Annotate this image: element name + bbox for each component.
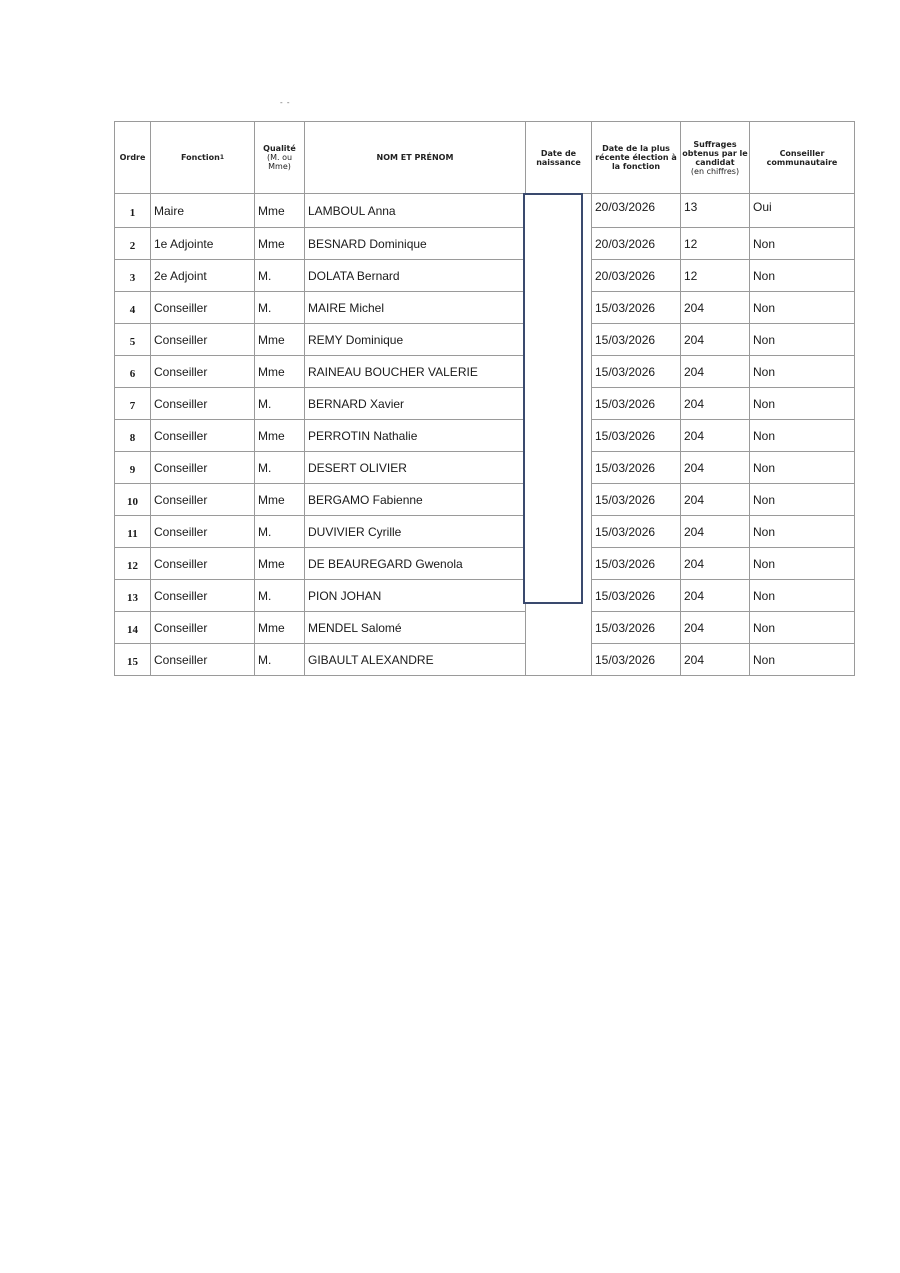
table-row — [115, 260, 855, 292]
col-header-election: Date de la plus récente élection à la fonction — [592, 122, 681, 194]
cell-conseiller: Non — [750, 292, 855, 324]
cell-nom: BERGAMO Fabienne — [305, 484, 526, 516]
cell-nom: MAIRE Michel — [305, 292, 526, 324]
cell-nom: BESNARD Dominique — [305, 228, 526, 260]
cell-date-election: 15/03/2026 — [592, 324, 681, 356]
cell-nom: DUVIVIER Cyrille — [305, 516, 526, 548]
table-row — [115, 580, 855, 612]
table-row — [115, 516, 855, 548]
cell-suffrages: 204 — [681, 548, 750, 580]
cell-suffrages: 204 — [681, 420, 750, 452]
cell-fonction: 1e Adjointe — [151, 228, 255, 260]
cell-conseiller: Non — [750, 580, 855, 612]
col-header-suffrages-sub: (en chiffres) — [690, 166, 740, 176]
cell-nom: DE BEAUREGARD Gwenola — [305, 548, 526, 580]
elected-officials-table-container — [114, 121, 854, 676]
cell-qualite: Mme — [255, 612, 305, 644]
cell-nom: PION JOHAN — [305, 580, 526, 612]
cell-fonction: Conseiller — [151, 548, 255, 580]
cell-fonction: Conseiller — [151, 420, 255, 452]
col-header-conseiller: Conseiller communautaire — [750, 122, 855, 194]
table-row — [115, 194, 855, 228]
cell-date-election: 20/03/2026 — [592, 228, 681, 260]
cell-qualite: M. — [255, 516, 305, 548]
cell-ordre: 11 — [115, 516, 151, 548]
cell-ordre: 15 — [115, 644, 151, 676]
cell-qualite: M. — [255, 452, 305, 484]
cell-ordre: 2 — [115, 228, 151, 260]
table-row — [115, 228, 855, 260]
cell-suffrages: 204 — [681, 324, 750, 356]
cell-date-election: 20/03/2026 — [592, 260, 681, 292]
col-header-nom: NOM ET PRÉNOM — [305, 122, 526, 194]
cell-qualite: M. — [255, 580, 305, 612]
cell-suffrages: 12 — [681, 260, 750, 292]
cell-conseiller: Non — [750, 452, 855, 484]
cell-date-election: 15/03/2026 — [592, 484, 681, 516]
cell-suffrages: 204 — [681, 388, 750, 420]
cell-fonction: 2e Adjoint — [151, 260, 255, 292]
col-header-fonction — [151, 122, 255, 194]
cell-suffrages: 204 — [681, 292, 750, 324]
cell-date-election: 15/03/2026 — [592, 580, 681, 612]
cell-nom: PERROTIN Nathalie — [305, 420, 526, 452]
cell-conseiller: Non — [750, 356, 855, 388]
cell-qualite: Mme — [255, 228, 305, 260]
table-row — [115, 292, 855, 324]
cell-nom: REMY Dominique — [305, 324, 526, 356]
cell-ordre: 3 — [115, 260, 151, 292]
cell-qualite: M. — [255, 644, 305, 676]
page-header-mark: - - — [280, 98, 291, 107]
cell-fonction: Conseiller — [151, 484, 255, 516]
col-header-qualite-sub: (M. ou Mme) — [266, 153, 293, 171]
cell-nom: LAMBOUL Anna — [305, 194, 526, 228]
cell-fonction: Conseiller — [151, 516, 255, 548]
redacted-birthdates-box — [523, 193, 583, 604]
cell-qualite: Mme — [255, 194, 305, 228]
cell-conseiller: Oui — [750, 194, 855, 228]
cell-conseiller: Non — [750, 644, 855, 676]
cell-fonction: Conseiller — [151, 612, 255, 644]
cell-nom: RAINEAU BOUCHER VALERIE — [305, 356, 526, 388]
cell-date-election: 15/03/2026 — [592, 612, 681, 644]
cell-date-election: 15/03/2026 — [592, 548, 681, 580]
table-header — [115, 122, 855, 194]
cell-naissance — [526, 612, 592, 644]
cell-conseiller: Non — [750, 612, 855, 644]
cell-suffrages: 204 — [681, 452, 750, 484]
col-header-ordre: Ordre — [115, 122, 151, 194]
cell-ordre: 8 — [115, 420, 151, 452]
table-row — [115, 548, 855, 580]
cell-fonction: Maire — [151, 194, 255, 228]
cell-date-election: 20/03/2026 — [592, 194, 681, 228]
cell-conseiller: Non — [750, 260, 855, 292]
elected-officials-table — [114, 121, 855, 676]
cell-nom: DOLATA Bernard — [305, 260, 526, 292]
cell-qualite: M. — [255, 388, 305, 420]
table-row — [115, 484, 855, 516]
table-row — [115, 324, 855, 356]
cell-fonction: Conseiller — [151, 644, 255, 676]
cell-nom: BERNARD Xavier — [305, 388, 526, 420]
cell-conseiller: Non — [750, 548, 855, 580]
cell-conseiller: Non — [750, 324, 855, 356]
cell-nom: GIBAULT ALEXANDRE — [305, 644, 526, 676]
cell-suffrages: 204 — [681, 644, 750, 676]
cell-ordre: 4 — [115, 292, 151, 324]
footnote-marker: 1 — [219, 154, 225, 161]
cell-date-election: 15/03/2026 — [592, 452, 681, 484]
table-body — [115, 194, 855, 676]
table-row — [115, 388, 855, 420]
table-row — [115, 452, 855, 484]
cell-fonction: Conseiller — [151, 292, 255, 324]
cell-nom: DESERT OLIVIER — [305, 452, 526, 484]
cell-suffrages: 204 — [681, 516, 750, 548]
cell-fonction: Conseiller — [151, 324, 255, 356]
cell-naissance — [526, 644, 592, 676]
cell-fonction: Conseiller — [151, 388, 255, 420]
cell-qualite: Mme — [255, 484, 305, 516]
cell-conseiller: Non — [750, 420, 855, 452]
cell-ordre: 14 — [115, 612, 151, 644]
cell-conseiller: Non — [750, 228, 855, 260]
cell-suffrages: 204 — [681, 580, 750, 612]
cell-date-election: 15/03/2026 — [592, 388, 681, 420]
cell-conseiller: Non — [750, 484, 855, 516]
cell-suffrages: 204 — [681, 612, 750, 644]
col-header-qualite-label: Qualité — [263, 144, 296, 153]
cell-date-election: 15/03/2026 — [592, 420, 681, 452]
cell-suffrages: 12 — [681, 228, 750, 260]
cell-conseiller: Non — [750, 388, 855, 420]
col-header-suffrages — [681, 122, 750, 194]
cell-fonction: Conseiller — [151, 580, 255, 612]
cell-date-election: 15/03/2026 — [592, 356, 681, 388]
cell-qualite: Mme — [255, 324, 305, 356]
cell-qualite: M. — [255, 292, 305, 324]
col-header-suffrages-label: Suffrages obtenus par le candidat — [682, 139, 748, 167]
cell-qualite: M. — [255, 260, 305, 292]
cell-ordre: 7 — [115, 388, 151, 420]
cell-conseiller: Non — [750, 516, 855, 548]
col-header-naissance: Date de naissance — [526, 122, 592, 194]
cell-ordre: 1 — [115, 194, 151, 228]
cell-ordre: 10 — [115, 484, 151, 516]
cell-fonction: Conseiller — [151, 452, 255, 484]
cell-qualite: Mme — [255, 548, 305, 580]
col-header-fonction-label: Fonction — [180, 153, 220, 162]
table-row — [115, 644, 855, 676]
cell-nom: MENDEL Salomé — [305, 612, 526, 644]
cell-fonction: Conseiller — [151, 356, 255, 388]
cell-ordre: 5 — [115, 324, 151, 356]
cell-suffrages: 204 — [681, 356, 750, 388]
cell-date-election: 15/03/2026 — [592, 292, 681, 324]
cell-qualite: Mme — [255, 356, 305, 388]
cell-ordre: 12 — [115, 548, 151, 580]
cell-suffrages: 13 — [681, 194, 750, 228]
table-row — [115, 612, 855, 644]
cell-date-election: 15/03/2026 — [592, 644, 681, 676]
cell-qualite: Mme — [255, 420, 305, 452]
cell-suffrages: 204 — [681, 484, 750, 516]
col-header-qualite — [255, 122, 305, 194]
cell-date-election: 15/03/2026 — [592, 516, 681, 548]
table-row — [115, 420, 855, 452]
cell-ordre: 9 — [115, 452, 151, 484]
cell-ordre: 6 — [115, 356, 151, 388]
cell-ordre: 13 — [115, 580, 151, 612]
table-row — [115, 356, 855, 388]
